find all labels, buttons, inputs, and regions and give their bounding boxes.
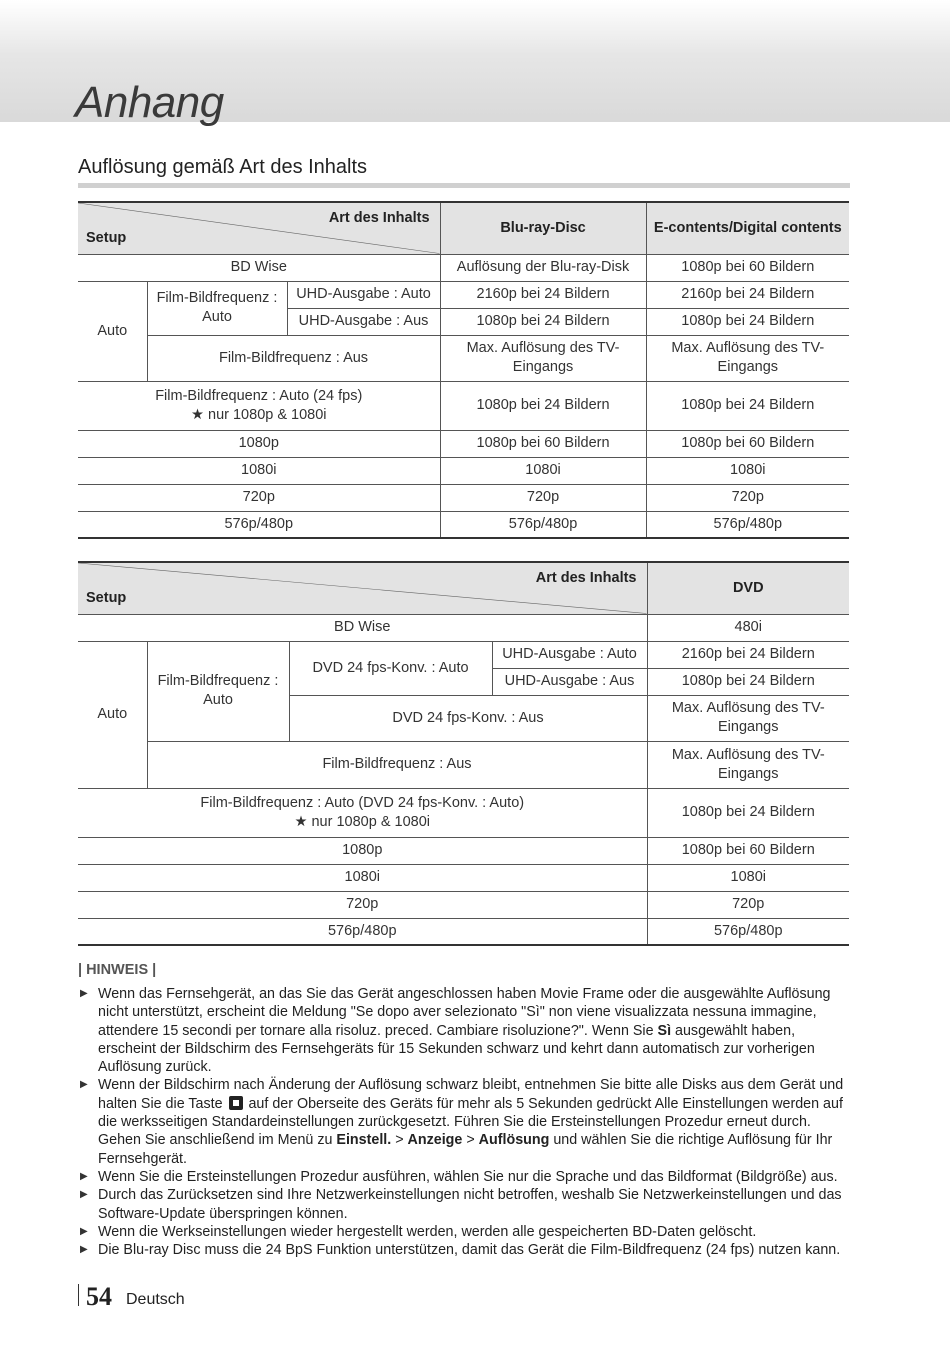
cell-value: Max. Auflösung des TV-Eingangs (647, 695, 849, 741)
cell-value: 576p/480p (440, 511, 646, 538)
section-divider (78, 183, 850, 188)
chapter-title: Anhang (75, 78, 224, 127)
cell-value: 1080p bei 24 Bildern (646, 381, 849, 430)
header-content-type: Art des Inhalts (535, 570, 637, 586)
column-header-bluray: Blu-ray-Disc (440, 202, 646, 254)
row-label-film-aus: Film-Bildfrequenz : Aus (147, 741, 647, 788)
row-label-film-aus: Film-Bildfrequenz : Aus (147, 335, 440, 381)
note-text: Durch das Zurücksetzen sind Ihre Netzwerkeinstellungen nicht betroffen, weshalb Sie Netzwerkeinstellungen und das Software-Update überspringen können. (98, 1187, 842, 1222)
footer-divider (78, 1284, 79, 1306)
column-header-dvd: DVD (647, 562, 849, 614)
row-label: 1080i (78, 457, 440, 484)
cell-value: Max. Auflösung des TV-Eingangs (646, 335, 849, 381)
cell-value: 1080i (646, 457, 849, 484)
bullet-arrow-icon: ▶ (80, 1079, 88, 1091)
row-label-note: ★ nur 1080p & 1080i (190, 406, 327, 423)
cell-value: Max. Auflösung des TV-Eingangs (647, 741, 849, 788)
cell-value: 1080i (440, 457, 646, 484)
row-label: 576p/480p (78, 918, 647, 945)
note-text: Wenn Sie die Ersteinstellungen Prozedur ausführen, wählen Sie nur die Sprache und das Bildformat (Bildgröße) aus. (98, 1168, 838, 1185)
cell-value: 480i (647, 614, 849, 641)
cell-value: 1080p bei 60 Bildern (646, 430, 849, 457)
note-text: ausgewählt haben, erscheint der Bildschirm des Fernsehgeräts für 15 Sekunden schwarz und kehrt dann automatisch zur vorherigen Auflösung zurück. (98, 1022, 815, 1076)
stop-button-icon (229, 1096, 243, 1110)
cell-value: 1080p bei 60 Bildern (646, 254, 849, 281)
note-text: auf der Oberseite des Geräts für mehr als 5 Sekunden gedrückt Alle Einstellungen werden auf die werksseitigen Standardeinstellungen zurückgesetzt. Führen Sie die Ersteinstellungen Prozedur erneut durch. Gehen Sie anschließend im Menü zu (98, 1095, 843, 1149)
row-label: 1080i (78, 864, 647, 891)
menu-path-resolution: Auflösung (478, 1132, 550, 1149)
list-item (78, 1241, 853, 1259)
cell-value: 1080p bei 24 Bildern (440, 381, 646, 430)
row-label-auto: Auto (78, 281, 147, 381)
bullet-arrow-icon: ▶ (80, 1225, 88, 1237)
row-label-uhd-aus: UHD-Ausgabe : Aus (492, 668, 647, 695)
cell-value: 720p (646, 484, 849, 511)
cell-value: 2160p bei 24 Bildern (440, 281, 646, 308)
menu-path-separator: > (462, 1132, 479, 1149)
row-label-line: Film-Bildfrequenz : Auto (DVD 24 fps-Konv. : Auto) (200, 794, 525, 811)
cell-value: 1080i (647, 864, 849, 891)
cell-value: 2160p bei 24 Bildern (646, 281, 849, 308)
table-header-diagonal (78, 562, 647, 614)
note-emphasis: Sì (657, 1022, 672, 1039)
list-item (78, 1168, 853, 1186)
cell-value: 576p/480p (646, 511, 849, 538)
row-label: 720p (78, 891, 647, 918)
row-label-bd-wise: BD Wise (78, 254, 440, 281)
note-text: Die Blu-ray Disc muss die 24 BpS Funktion unterstützen, damit das Gerät die Film-Bildfrequenz (24 fps) nutzen kann. (98, 1242, 841, 1259)
list-item (78, 1223, 853, 1241)
row-label-uhd-aus: UHD-Ausgabe : Aus (287, 308, 440, 335)
cell-value: 720p (440, 484, 646, 511)
menu-path-display: Anzeige (407, 1132, 463, 1149)
row-label-film-auto: Film-Bildfrequenz : Auto (147, 641, 289, 741)
cell-value: 1080p bei 24 Bildern (647, 668, 849, 695)
list-item (78, 1186, 853, 1223)
cell-value: 1080p bei 24 Bildern (647, 788, 849, 837)
resolution-table-bluray (78, 201, 849, 539)
header-setup: Setup (86, 229, 127, 246)
notes-list (78, 985, 853, 1259)
row-label: 1080p (78, 837, 647, 864)
row-label-dvd24-auto: DVD 24 fps-Konv. : Auto (289, 641, 492, 695)
bullet-arrow-icon: ▶ (80, 1170, 88, 1182)
cell-value: 1080p bei 24 Bildern (646, 308, 849, 335)
header-setup: Setup (86, 589, 127, 606)
note-text: Wenn die Werkseinstellungen wieder hergestellt werden, werden alle gespeicherten BD-Daten gelöscht. (98, 1223, 757, 1240)
note-text: Wenn das Fernsehgerät, an das Sie das Gerät angeschlossen haben Movie Frame oder die ausgewählte Auflösung nicht unterstützt, erscheint die Meldung "Se dopo aver selezionato "Sì" non viene visualizzata nessuna immagine, attendere 15 secondi per tornare alla risoluz. preced. Cambiare risoluzione?". Wenn Sie (98, 986, 831, 1039)
row-label-film-24 (78, 381, 440, 430)
row-label-film-auto: Film-Bildfrequenz : Auto (147, 281, 287, 335)
cell-value: 576p/480p (647, 918, 849, 945)
table-header-diagonal (78, 202, 440, 254)
row-label-uhd-auto: UHD-Ausgabe : Auto (287, 281, 440, 308)
row-label-note: ★ nur 1080p & 1080i (294, 813, 431, 830)
cell-value: 720p (647, 891, 849, 918)
cell-value: Max. Auflösung des TV-Eingangs (440, 335, 646, 381)
row-label-line: Film-Bildfrequenz : Auto (24 fps) (155, 387, 363, 404)
note-text: Wenn der Bildschirm nach Änderung der Auflösung schwarz bleibt, entnehmen Sie bitte alle Disks aus dem Gerät und halten Sie die Taste (98, 1077, 844, 1112)
row-label-dvd24-aus: DVD 24 fps-Konv. : Aus (289, 695, 647, 741)
menu-path-settings: Einstell. (336, 1132, 392, 1149)
row-label: 720p (78, 484, 440, 511)
cell-value: Auflösung der Blu-ray-Disk (440, 254, 646, 281)
list-item (78, 1076, 853, 1167)
row-label-film-auto-dvd24 (78, 788, 647, 837)
page-number: 54 (86, 1282, 112, 1311)
cell-value: 1080p bei 60 Bildern (647, 837, 849, 864)
bullet-arrow-icon: ▶ (80, 1189, 88, 1201)
menu-path-separator: > (391, 1132, 408, 1149)
row-label: 576p/480p (78, 511, 440, 538)
bullet-arrow-icon: ▶ (80, 1244, 88, 1256)
cell-value: 1080p bei 24 Bildern (440, 308, 646, 335)
header-content-type: Art des Inhalts (328, 210, 430, 226)
list-item (78, 985, 853, 1076)
column-header-econtents: E-contents/Digital contents (646, 202, 849, 254)
row-label-bd-wise: BD Wise (78, 614, 647, 641)
cell-value: 2160p bei 24 Bildern (647, 641, 849, 668)
cell-value: 1080p bei 60 Bildern (440, 430, 646, 457)
bullet-arrow-icon: ▶ (80, 988, 88, 999)
section-title: Auflösung gemäß Art des Inhalts (78, 156, 368, 178)
note-text: und wählen Sie die richtige Auflösung für Ihr Fernsehgerät. (98, 1132, 833, 1167)
resolution-table-dvd (78, 561, 849, 946)
row-label-uhd-auto: UHD-Ausgabe : Auto (492, 641, 647, 668)
notes-heading: | HINWEIS | (78, 962, 157, 978)
footer-language: Deutsch (126, 1291, 185, 1308)
row-label: 1080p (78, 430, 440, 457)
row-label-auto: Auto (78, 641, 147, 788)
